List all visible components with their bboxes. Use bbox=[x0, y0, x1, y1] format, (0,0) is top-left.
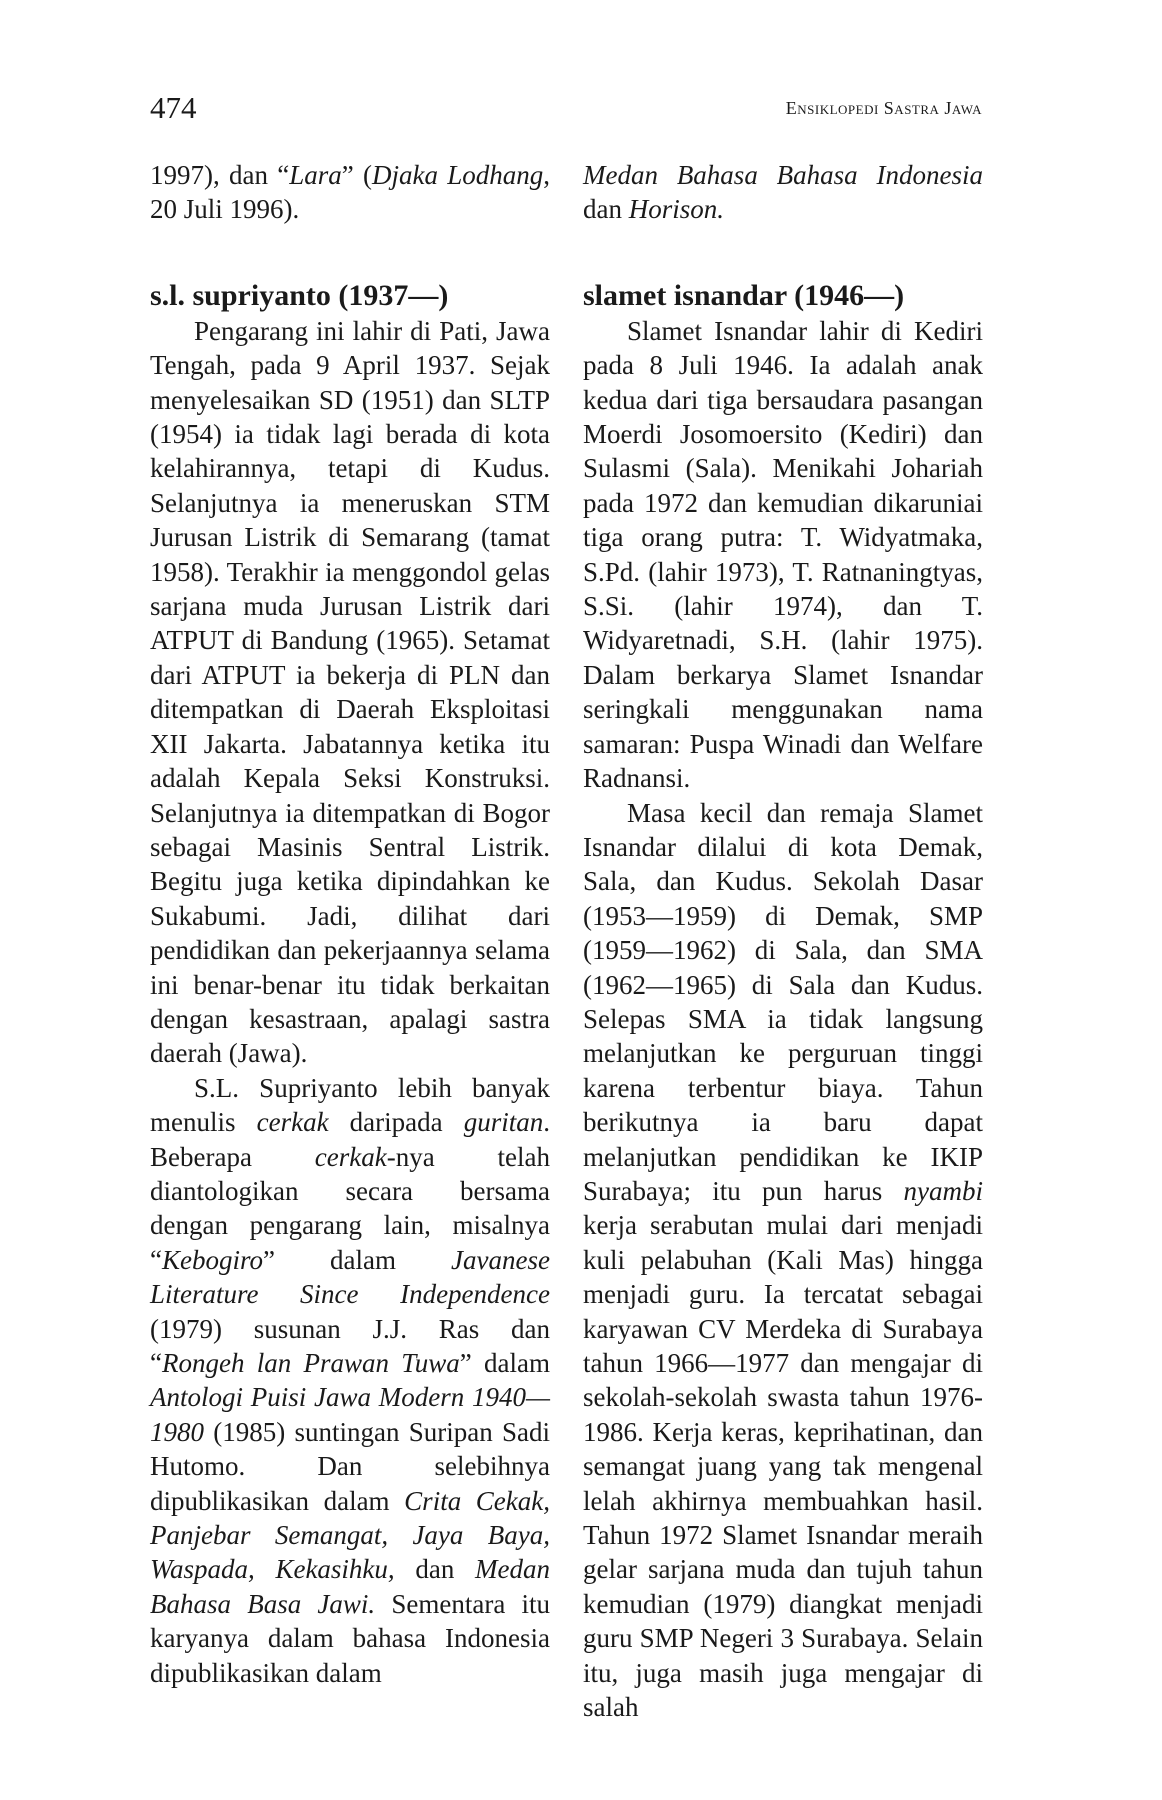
text-run: ” ( bbox=[341, 160, 372, 190]
text-run: ” dalam bbox=[262, 1244, 452, 1275]
italic-text: Javanese Literature Since Independence bbox=[150, 1244, 550, 1310]
italic-text: Kebogiro bbox=[161, 1244, 263, 1275]
italic-text: Antologi Puisi Jawa Modern 1940—1980 bbox=[150, 1382, 550, 1447]
paragraph bbox=[150, 158, 550, 227]
italic-text: cerkak bbox=[256, 1107, 329, 1138]
text-run: -nya telah diantologikan secara bersama dengan pengarang lain, misalnya “ bbox=[150, 1141, 550, 1275]
italic-text: nyambi bbox=[903, 1175, 983, 1206]
text-run: Masa kecil dan remaja Slamet Isnandar dilalui di kota Demak, Sala, dan Kudus. Sekolah Dasar (1953—1959) di Demak, SMP (1959—1962) di Sala, dan SMA (1962—1965) di Sala dan Kudus. Selepas SMA ia tidak langsung melanjutkan ke perguruan tinggi karena terbentur biaya. Tahun berikutnya ia baru dapat melanjutkan pendidikan ke IKIP Surabaya; itu pun harus bbox=[583, 797, 983, 1206]
italic-text: Lara bbox=[289, 160, 342, 190]
text-run: Slamet Isnandar lahir di Kediri pada 8 Juli 1946. Ia adalah anak kedua dari tiga bersaudara pasangan Moerdi Josomoersito (Kediri) dan Sulasmi (Sala). Menikahi Johariah pada 1972 dan kemudian dikaruniai tiga orang putra: T. Widyatmaka, S.Pd. (lahir 1973), T. Ratnaningtyas, S.Si. (lahir 1974), dan T. Widyaretnadi, S.H. (lahir 1975). Dalam berkarya Slamet Isnandar seringkali menggunakan nama samaran: Puspa Winadi dan Welfare Radnansi. bbox=[583, 315, 983, 794]
text-run: daripada bbox=[328, 1107, 464, 1138]
text-run: dan bbox=[583, 194, 629, 225]
italic-text: Medan Bahasa Bahasa Indonesia bbox=[583, 160, 983, 190]
text-run: . Beberapa bbox=[150, 1107, 550, 1172]
text-run: ” dalam bbox=[459, 1348, 550, 1378]
text-run: , 20 Juli 1996). bbox=[150, 160, 550, 225]
entry-heading: s.l. supriyanto (1937—) bbox=[150, 278, 449, 312]
text-run: Sementara itu karyanya dalam bahasa Indonesia dipublikasikan dalam bbox=[150, 1588, 551, 1688]
right-column bbox=[583, 158, 983, 1724]
paragraph bbox=[150, 1071, 550, 1690]
italic-text: cerkak bbox=[314, 1141, 387, 1172]
text-run: Pengarang ini lahir di Pati, Jawa Tengah, pada 9 April 1937. Sejak menyelesaikan SD (1951) dan SLTP (1954) ia tidak lagi berada di kota kelahirannya, tetapi di Kudus. Selanjutnya ia meneruskan STM Jurusan Listrik di Semarang (tamat 1958). Terakhir ia menggondol gelas sarjana muda Jurusan Listrik dari ATPUT di Bandung (1965). Setamat dari ATPUT ia bekerja di PLN dan ditempatkan di Daerah Eksploitasi XII Jakarta. Jabatannya ketika itu adalah Kepala Seksi Konstruksi. Selanjutnya ia ditempatkan di Bogor sebagai Masinis Sentral Listrik. Begitu juga ketika dipindahkan ke Sukabumi. Jadi, dilihat dari pendidikan dan pekerjaannya selama ini benar-benar itu tidak berkaitan dengan kesastraan, apalagi sastra daerah (Jawa). bbox=[150, 315, 550, 1069]
italic-text: Djaka Lodhang bbox=[371, 160, 544, 190]
text-run: (1979) susunan J.J. Ras dan “ bbox=[150, 1313, 550, 1378]
text-run: (1985) suntingan Suripan Sadi Hutomo. Dan selebihnya dipublikasikan dalam bbox=[150, 1416, 550, 1516]
italic-text: Rongeh lan Prawan Tuwa bbox=[161, 1348, 460, 1378]
italic-text: Crita Cekak, Panjebar Semangat, Jaya Baya, Waspada, Kekasihku, bbox=[150, 1485, 551, 1585]
italic-text: guritan bbox=[463, 1107, 544, 1138]
text-run: dan bbox=[394, 1554, 476, 1585]
italic-text: Medan Bahasa Basa Jawi. bbox=[150, 1554, 550, 1619]
running-head: Ensiklopedi Sastra Jawa bbox=[785, 98, 982, 118]
page-number: 474 bbox=[150, 90, 197, 125]
text-run: 1997), dan “ bbox=[150, 160, 290, 190]
entry-heading: slamet isnandar (1946—) bbox=[583, 278, 905, 312]
text-run: S.L. Supriyanto lebih banyak menulis bbox=[150, 1072, 550, 1138]
paragraph bbox=[583, 796, 983, 1725]
text-run: kerja serabutan mulai dari menjadi kuli pelabuhan (Kali Mas) hingga menjadi guru. Ia tercatat sebagai karyawan CV Merdeka di Surabaya tahun 1966—1977 dan mengajar di sekolah-sekolah swasta tahun 1976-1986. Kerja keras, keprihatinan, dan semangat juang yang tak mengenal lelah akhirnya membuahkan hasil. Tahun 1972 Slamet Isnandar meraih gelar sarjana muda dan tujuh tahun kemudian (1979) diangkat menjadi guru SMP Negeri 3 Surabaya. Selain itu, juga masih juga mengajar di salah bbox=[583, 1210, 983, 1723]
paragraph bbox=[583, 314, 983, 796]
paragraph bbox=[583, 158, 983, 227]
left-column bbox=[150, 158, 550, 1690]
italic-text: Horison. bbox=[628, 194, 724, 225]
paragraph bbox=[150, 314, 550, 1071]
